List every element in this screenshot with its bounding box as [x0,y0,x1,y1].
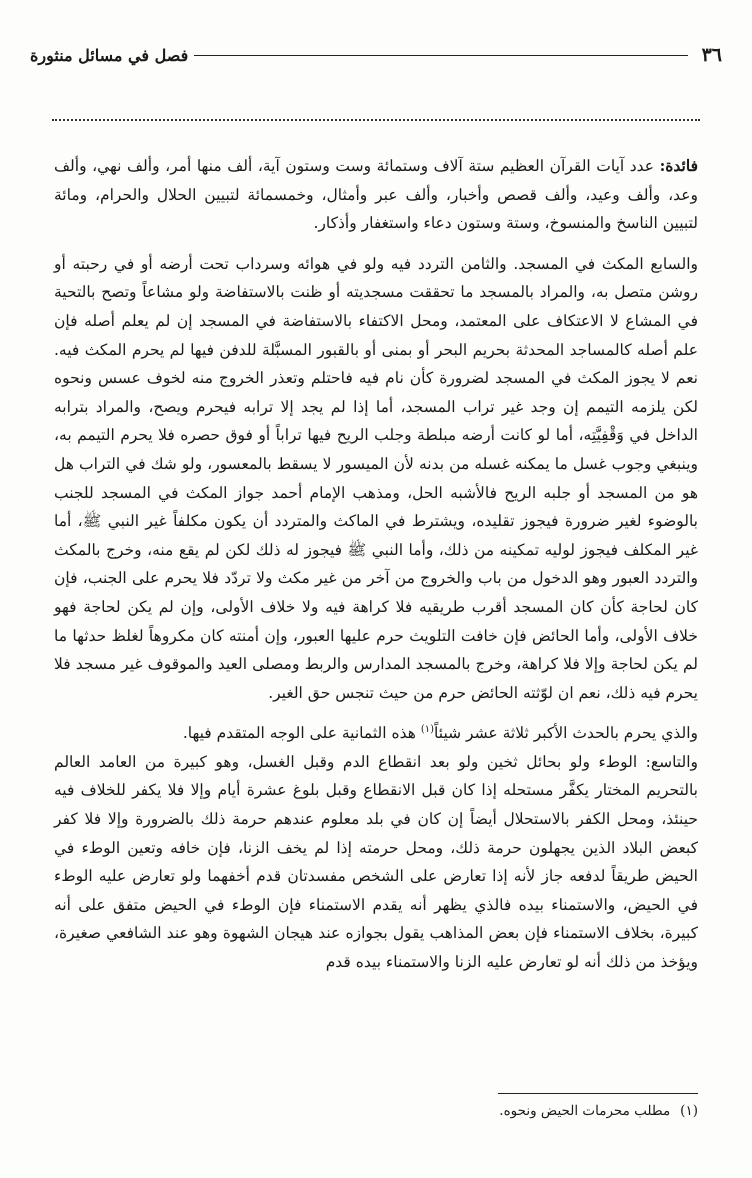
paragraph: والتاسع: الوطء ولو بحائل ثخين ولو بعد انقطاع الدم وقبل الغسل، وهو كبيرة من العامد العالم بالتحريم المختار يكفَّر مستحله إذا كان قبل الانقطاع وقبل بلوغ عشرة أيام وإلا فلا يكفر للخلاف فيه حينئذ، ومحل الكفر بالاستحلال أيضاً إن كان في بلد معلوم عندهم حرمة ذلك بالضرورة وإلا فلا كفر كبعض البلاد الذين يجهلون حرمة ذلك، ومحل حرمته إذا لم يخف الزنا، فإن خافه وتعين الوطء في الحيض طريقاً لدفعه جاز لأنه إذا تعارض على الشخص مفسدتان قدم أخفهما ولو تعارض عليه الوطء في الحيض، والاستمناء بيده فالذي يظهر أنه يقدم الاستمناء فإن الوطء في الحيض متفق على أنه كبيرة، بخلاف الاستمناء فإن بعض المذاهب يقول بجوازه عند هيجان الشهوة وهو عند الشافعي صغيرة، ويؤخذ من ذلك أنه لو تعارض عليه الزنا والاستمناء بيده قدم [54,752,698,972]
footnote [54,1100,698,1122]
running-title: فصل في مسائل منثورة [30,45,189,65]
footnote-number: (١) [680,1103,698,1119]
page-number: ٣٦ [701,44,722,66]
dotted-separator [52,119,700,121]
paragraph-text: والذي يحرم بالحدث الأكبر ثلاثة عشر شيئاً [434,724,698,743]
paragraph [54,719,698,748]
page-header [30,40,722,70]
header-rule [194,55,687,56]
footnote-rule [498,1093,698,1094]
paragraph-text: عدد آيات القرآن العظيم ستة آلاف وستمائة وست وستون آية، ألف منها أمر، وألف نهي، وألف وعد، وألف وعيد، وألف قصص وأخبار، وألف عبر وأمثال، وخمسمائة لتبيين الحلال والحرام، ومائة لتبيين الناسخ والمنسوخ، وستة وستون دعاء واستغفار وأذكار. [54,157,698,233]
paragraph-lead: فائدة: [659,156,698,175]
paragraph: والسابع المكث في المسجد. والثامن التردد فيه ولو في هوائه وسرداب تحت أرضه أو في رحبته أو روشن متصل به، والمراد بالمسجد ما تحققت مسجديته أو ظنت بالاستفاضة ولو مشاعاً وتصح بالتحية في المشاع لا الاعتكاف على المعتمد، ومحل الاكتفاء بالاستفاضة في المسجد إن لم يعلم أصله فإن علم أصله كالمساجد المحدثة بحريم البحر أو بمنى أو بالقبور المسبَّلة للدفن فيها لم يحرم المكث فيه. نعم لا يجوز المكث في المسجد لضرورة كأن نام فيه فاحتلم وتعذر الخروج منه لخوف عسس ونحوه لكن يلزمه التيمم إن وجد غير تراب المسجد، أما إذا لم يجد إلا ترابه فيحرم ويصح، والمراد بترابه الداخل في وَقْفِيَّتِه، أما لو كانت أرضه مبلطة وجلب الريح فيها تراباً أو فوق حصره فلا يحرم التيمم به، وينبغي وجوب غسل ما يمكنه غسله من بدنه لأن الميسور لا يسقط بالمعسور، ولو شك في التراب هل هو من المسجد أو جلبه الريح فالأشبه الحل، ومذهب الإمام أحمد جواز المكث في المسجد للجنب بالوضوء لغير ضرورة فيجوز تقليده، ويشترط في الماكث والمتردد أن يكون مكلفاً غير النبي ﷺ، أما غير المكلف فيجوز لوليه تمكينه من ذلك، وأما النبي ﷺ فيجوز له ذلك لكن لم يقع منه، وخرج بالمكث والتردد العبور وهو الدخول من باب والخروج من آخر من غير مكث ولا تردّد فلا يحرم على الجنب، فإن كان لحاجة كأن كان المسجد أقرب طريقيه فلا كراهة فيه ولا خلاف الأولى، وإن لم يكن لحاجة فهو خلاف الأولى، وأما الحائض فإن خافت التلويث حرم عليها العبور، وإن أمنته كان مكروهاً لغلظ حدثها ما لم يكن لحاجة وإلا فلا كراهة، وخرج بالمسجد المدارس والربط ومصلى العيد والموقوف غير مسجد فلا يحرم فيه ذلك، نعم ان لوّثته الحائض حرم من حيث تنجس حق الغير. [54,254,698,702]
footnote-reference[interactable]: (١) [420,724,435,736]
footnote-text: مطلب محرمات الحيض ونحوه. [499,1103,671,1119]
main-text [54,152,698,989]
paragraph-text: هذه الثمانية على الوجه المتقدم فيها. [182,724,421,743]
paragraph [54,152,698,238]
